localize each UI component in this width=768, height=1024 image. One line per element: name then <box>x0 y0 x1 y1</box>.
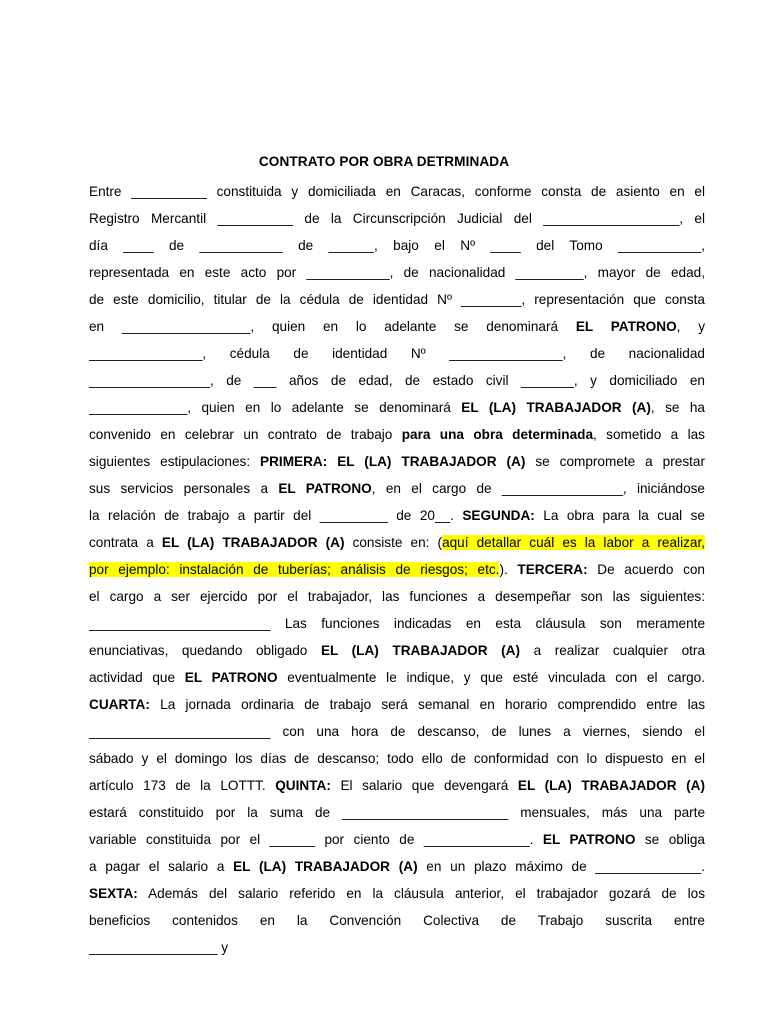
bold-text: para una obra determinada <box>401 427 593 442</box>
body-line <box>89 772 705 799</box>
body-line <box>89 880 705 907</box>
body-text-segment: se obliga <box>635 832 705 847</box>
body-text-segment: sábado y el domingo los días de descanso; todo ello de conformidad con lo dispuesto en el <box>89 751 705 766</box>
bold-text: SEXTA: <box>89 886 138 901</box>
body-line <box>89 826 705 853</box>
bold-text: EL (LA) TRABAJADOR (A) <box>320 643 520 658</box>
body-text-segment: , sometido a las <box>593 427 705 442</box>
body-text-segment: a realizar cualquier otra <box>520 643 705 658</box>
body-text-segment: La jornada ordinaria de trabajo será semanal en horario comprendido entre las <box>149 697 705 712</box>
body-text-segment: en un plazo máximo de ______________. <box>417 859 705 874</box>
body-text-segment: artículo 173 de la LOTTT. <box>89 778 276 793</box>
body-line <box>89 475 705 502</box>
bold-text: EL PATRONO <box>575 319 677 334</box>
body-line <box>89 799 705 826</box>
bold-text: EL (LA) TRABAJADOR (A) <box>161 535 345 550</box>
body-text-segment: variable constituida por el ______ por ciento de ______________. <box>89 832 543 847</box>
body-text-segment: beneficios contenidos en la Convención Colectiva de Trabajo suscrita entre <box>89 913 705 928</box>
body-text-segment: _______________, cédula de identidad Nº _______________, de nacionalidad <box>89 346 705 361</box>
bold-text: EL PATRONO <box>542 832 636 847</box>
body-line <box>89 529 705 556</box>
body-line <box>89 907 705 934</box>
bold-text: EL (LA) TRABAJADOR (A) <box>517 778 705 793</box>
body-text-segment: , se ha <box>650 400 705 415</box>
highlighted-text: aquí detallar cuál es la labor a realizar, <box>442 535 705 550</box>
bold-text: EL PATRONO <box>278 481 372 496</box>
body-line <box>89 745 705 772</box>
body-text-segment: ________________________ con una hora de descanso, de lunes a viernes, siendo el <box>89 724 705 739</box>
body-line <box>89 232 705 259</box>
body-line <box>89 664 705 691</box>
body-line <box>89 178 705 205</box>
body-text-segment: a pagar el salario a <box>89 859 234 874</box>
bold-text: EL PATRONO <box>184 670 278 685</box>
body-text-segment: representada en este acto por ___________, de nacionalidad _________, mayor de edad, <box>89 265 705 280</box>
body-text-segment: ). <box>499 562 518 577</box>
body-line <box>89 259 705 286</box>
body-text-segment: la relación de trabajo a partir del _________ de 20__. <box>89 508 463 523</box>
body-line <box>89 934 705 961</box>
document-title: CONTRATO POR OBRA DETRMINADA <box>258 154 510 169</box>
body-line <box>89 718 705 745</box>
body-line <box>89 421 705 448</box>
body-line <box>89 610 705 637</box>
body-text-segment: día ____ de ___________ de ______, bajo el Nº ____ del Tomo ___________, <box>89 238 705 253</box>
body-text-segment: se compromete a prestar <box>525 454 705 469</box>
body-text-segment: sus servicios personales a <box>89 481 279 496</box>
body-line <box>89 313 705 340</box>
body-line <box>89 394 705 421</box>
bold-text: QUINTA: <box>275 778 331 793</box>
bold-text: CUARTA: <box>89 697 150 712</box>
body-text-segment: convenido en celebrar un contrato de trabajo <box>89 427 402 442</box>
body-text-segment: consiste en: ( <box>344 535 443 550</box>
body-text-segment: estará constituido por la suma de ______________________ mensuales, más una parte <box>89 805 705 820</box>
bold-text: PRIMERA: EL (LA) TRABAJADOR (A) <box>260 454 526 469</box>
body-text-segment: Registro Mercantil __________ de la Circunscripción Judicial del __________________, el <box>89 211 705 226</box>
body-line <box>89 286 705 313</box>
body-text-segment: La obra para la cual se <box>534 508 705 523</box>
body-text-segment: siguientes estipulaciones: <box>89 454 261 469</box>
body-text-segment: actividad que <box>89 670 185 685</box>
body-text-segment: El salario que devengará <box>330 778 518 793</box>
bold-text: TERCERA: <box>517 562 588 577</box>
body-text-segment: De acuerdo con <box>587 562 705 577</box>
bold-text: EL (LA) TRABAJADOR (A) <box>461 400 651 415</box>
body-line <box>89 583 705 610</box>
body-text-segment: ________________________ Las funciones indicadas en esta cláusula son meramente <box>89 616 705 631</box>
body-line <box>89 367 705 394</box>
body-line <box>89 340 705 367</box>
body-line <box>89 637 705 664</box>
body-text-segment: eventualmente le indique, y que esté vinculada con el cargo. <box>277 670 705 685</box>
body-text-segment: _____________, quien en lo adelante se denominará <box>89 400 462 415</box>
highlighted-text: por ejemplo: instalación de tuberías; análisis de riesgos; etc. <box>89 562 500 577</box>
body-text-segment: ________________, de ___ años de edad, de estado civil _______, y domiciliado en <box>89 373 705 388</box>
body-text-segment: de este domicilio, titular de la cédula de identidad Nº ________, representación que consta <box>89 292 705 307</box>
body-line <box>89 205 705 232</box>
body-line <box>89 556 705 583</box>
body-text-segment: , y <box>676 319 705 334</box>
body-text-segment: enunciativas, quedando obligado <box>89 643 321 658</box>
body-text-segment: en _________________, quien en lo adelante se denominará <box>89 319 576 334</box>
body-text-segment: _________________ y <box>89 940 229 955</box>
body-line <box>89 853 705 880</box>
body-text-segment: Además del salario referido en la cláusula anterior, el trabajador gozará de los <box>137 886 705 901</box>
bold-text: EL (LA) TRABAJADOR (A) <box>233 859 418 874</box>
body-text-segment: Entre __________ constituida y domiciliada en Caracas, conforme consta de asiento en el <box>89 184 705 199</box>
body-line <box>89 502 705 529</box>
body-text-segment: , en el cargo de ________________, iniciándose <box>371 481 705 496</box>
body-line <box>89 448 705 475</box>
contract-body <box>89 178 705 961</box>
bold-text: SEGUNDA: <box>462 508 535 523</box>
body-line <box>89 691 705 718</box>
body-text-segment: el cargo a ser ejercido por el trabajador, las funciones a desempeñar son las siguientes: <box>89 589 705 604</box>
body-text-segment: contrata a <box>89 535 162 550</box>
